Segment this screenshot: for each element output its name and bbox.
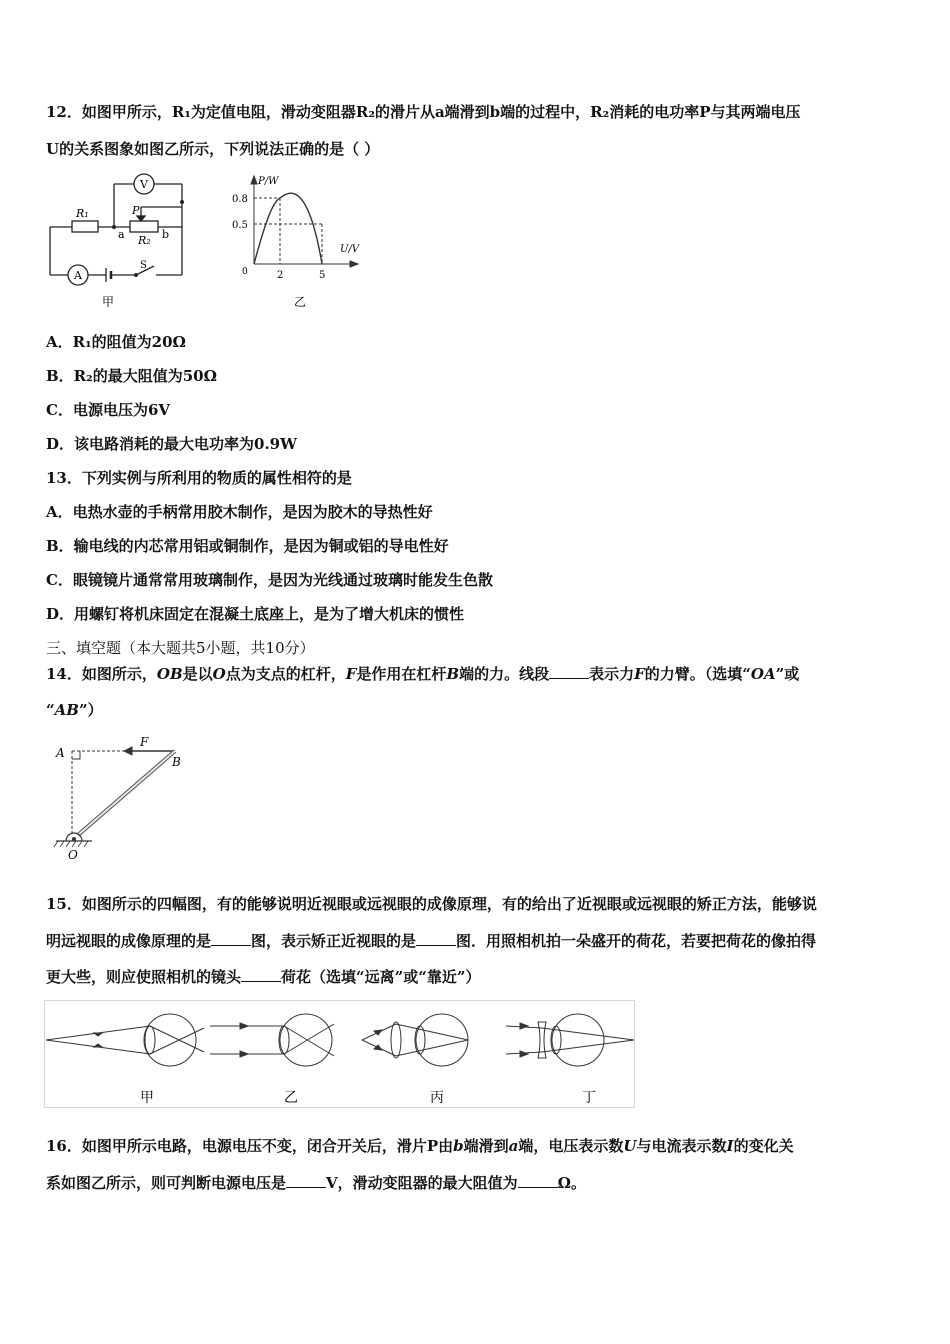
b-label: b xyxy=(162,228,170,241)
lever-label-f: F xyxy=(140,735,149,749)
p-label: P xyxy=(132,204,140,217)
graph-y-tick-1: 0.8 xyxy=(232,194,248,205)
q16-stem-line1: 16．如图甲所示电路，电源电压不变，闭合开关后，滑片P由b端滑到a端，电压表示数U与电流表示数I的变化关 xyxy=(46,1137,794,1155)
graph-caption: 乙 xyxy=(294,295,307,309)
eye-yi xyxy=(210,1014,334,1066)
q13-option-c: C．眼镜镜片通常常用玻璃制作，是因为光线通过玻璃时能发生色散 xyxy=(46,571,493,589)
q14-stem-line1: 14．如图所示，OB是以O点为支点的杠杆，F是作用在杠杆B端的力。线段 表示力F的力臂。（选填“OA”或 xyxy=(46,665,800,683)
eye-bing xyxy=(362,1014,468,1066)
voltmeter-label: V xyxy=(140,178,148,191)
power-curve xyxy=(254,193,322,264)
q13-option-d: D．用螺钉将机床固定在混凝土底座上，是为了增大机床的惯性 xyxy=(46,605,465,623)
q13-option-a: A．电热水壶的手柄常用胶木制作，是因为胶木的导热性好 xyxy=(46,503,433,521)
q15-stem-line3: 更大些，则应使照相机的镜头 荷花（选填“远离”或“靠近”） xyxy=(46,968,481,986)
q15-blank-3[interactable] xyxy=(241,967,281,982)
q13-stem: 13．下列实例与所利用的物质的属性相符的是 xyxy=(46,469,352,487)
eye-caption-yi: 乙 xyxy=(284,1090,298,1106)
eye-caption-ding: 丁 xyxy=(582,1090,596,1106)
q16-blank-2[interactable] xyxy=(518,1173,558,1188)
graph-x-tick-2: 5 xyxy=(319,270,326,281)
q16-stem-line2: 系如图乙所示，则可判断电源电压是 V，滑动变阻器的最大阻值为 Ω。 xyxy=(46,1174,587,1192)
graph-ylabel: P/W xyxy=(258,176,279,187)
q12-option-a: A．R₁的阻值为20Ω xyxy=(46,333,186,351)
lever-label-b: B xyxy=(172,755,181,769)
r1-resistor xyxy=(72,221,98,232)
q15-stem-line2: 明远视眼的成像原理的是 图，表示矫正近视眼的是 图．用照相机拍一朵盛开的荷花，若要把荷花的像拍得 xyxy=(46,932,817,950)
graph-origin: 0 xyxy=(242,267,248,277)
q12-graph-figure xyxy=(228,172,368,312)
r1-label: R₁ xyxy=(76,207,89,220)
eye-caption-bing: 丙 xyxy=(430,1090,444,1106)
switch-label: S xyxy=(140,260,147,271)
circuit-caption: 甲 xyxy=(102,295,115,309)
eye-ding xyxy=(506,1014,634,1066)
q12-option-d: D．该电路消耗的最大电功率为0.9W xyxy=(46,435,297,453)
q12-stem-line1: 12．如图甲所示，R₁为定值电阻，滑动变阻器R₂的滑片从a端滑到b端的过程中，R₂消耗的电功率P与其两端电压 xyxy=(46,103,801,121)
q14-blank[interactable] xyxy=(549,664,589,679)
q15-blank-2[interactable] xyxy=(416,931,456,946)
q16-blank-1[interactable] xyxy=(286,1173,326,1188)
q13-option-b: B．输电线的内芯常用铝或铜制作，是因为铜或铝的导电性好 xyxy=(46,537,449,555)
section-3-heading: 三、填空题（本大题共5小题，共10分） xyxy=(46,639,315,657)
eye-jia xyxy=(46,1014,204,1066)
q15-eyes-figure xyxy=(44,1000,636,1110)
r2-label: R₂ xyxy=(138,234,151,247)
graph-x-tick-1: 2 xyxy=(277,270,284,281)
q14-stem-line2: “AB”） xyxy=(46,701,103,719)
q12-option-c: C．电源电压为6V xyxy=(46,401,171,419)
q14-lever-figure xyxy=(48,735,198,865)
eye-caption-jia: 甲 xyxy=(140,1090,154,1106)
lever-label-o: O xyxy=(68,848,78,862)
graph-xlabel: U/V xyxy=(340,244,360,255)
lever-label-a: A xyxy=(56,746,65,760)
ammeter-label: A xyxy=(74,269,82,282)
r2-rheostat xyxy=(130,221,158,232)
q12-circuit-figure xyxy=(44,172,194,312)
q15-blank-1[interactable] xyxy=(211,931,251,946)
q12-stem-line2: U的关系图象如图乙所示，下列说法正确的是（ ） xyxy=(46,140,380,158)
graph-y-tick-2: 0.5 xyxy=(232,220,248,231)
q12-option-b: B．R₂的最大阻值为50Ω xyxy=(46,367,217,385)
q15-stem-line1: 15．如图所示的四幅图，有的能够说明近视眼或远视眼的成像原理，有的给出了近视眼或远视眼的矫正方法，能够说 xyxy=(46,895,817,913)
a-label: a xyxy=(118,228,125,241)
